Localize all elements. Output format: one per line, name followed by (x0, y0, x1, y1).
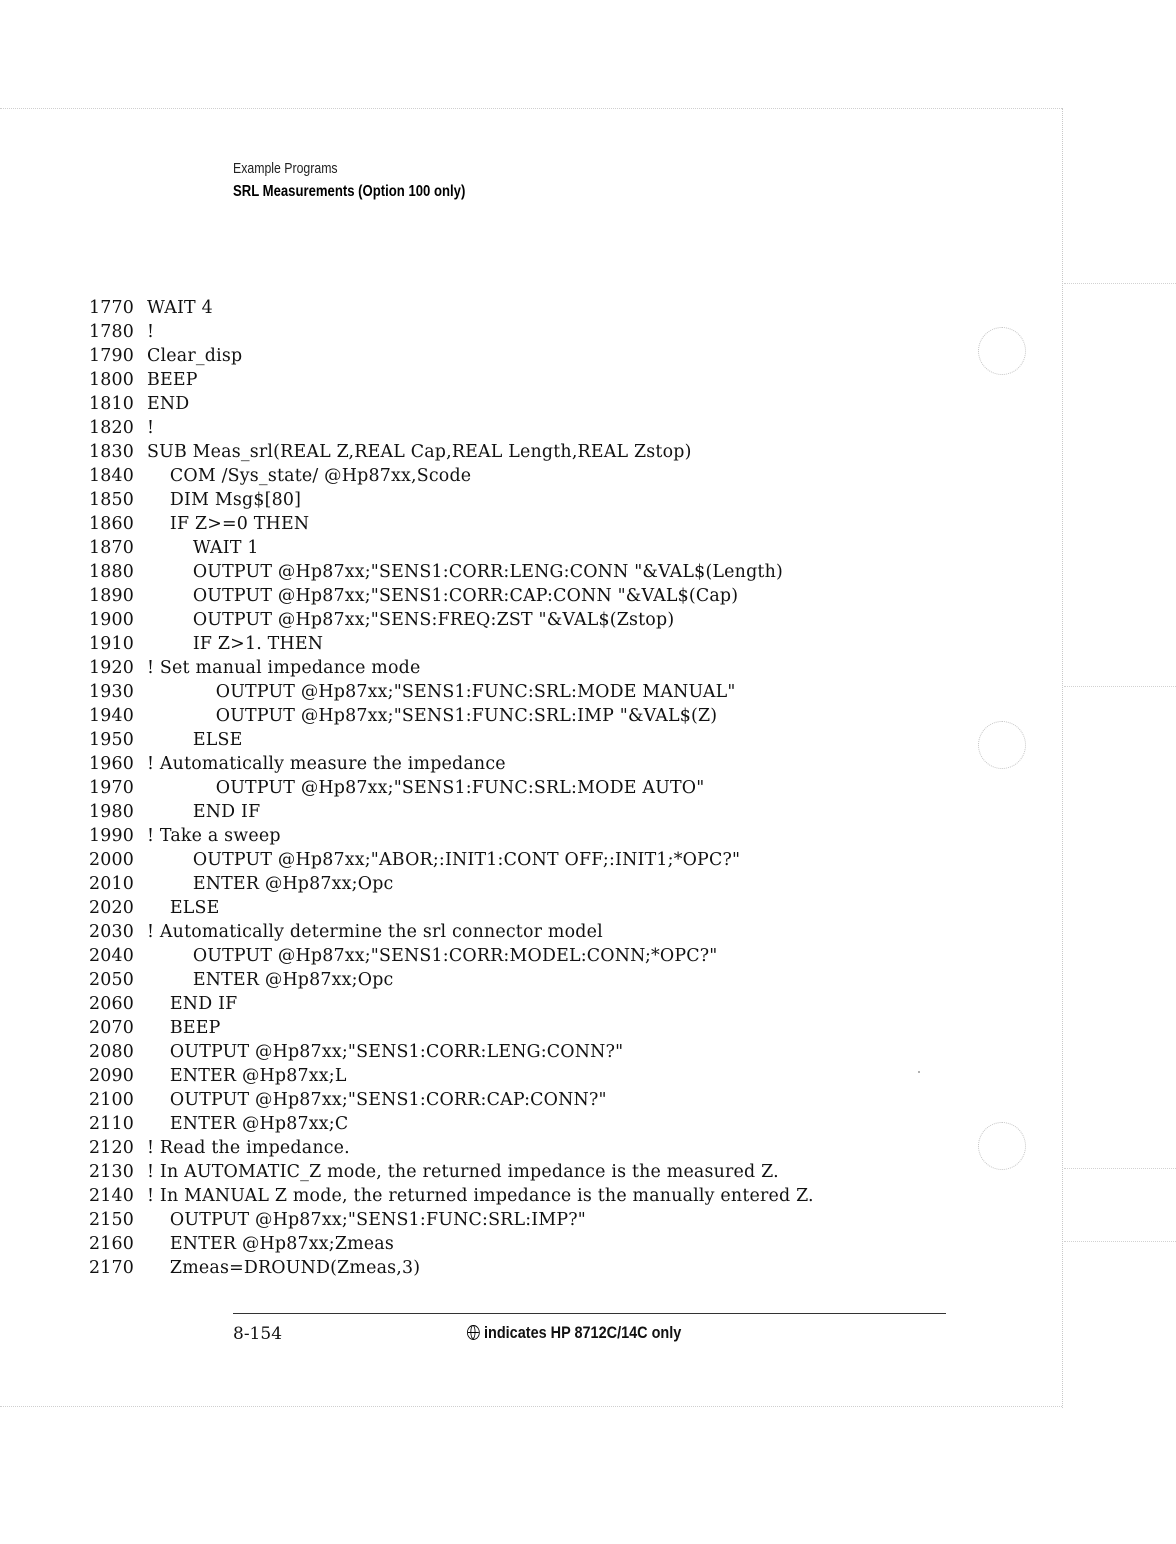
footer-note (467, 1323, 681, 1343)
line-number: 1890 (89, 586, 135, 606)
code-line (89, 872, 814, 896)
line-text: COM /Sys_state/ @Hp87xx,Scode (147, 466, 472, 486)
line-number: 1970 (89, 778, 135, 798)
line-number: 1910 (89, 634, 135, 654)
line-number: 1940 (89, 706, 135, 726)
code-line (89, 296, 814, 320)
code-line (89, 1016, 814, 1040)
line-number: 1790 (89, 346, 135, 366)
code-line (89, 1232, 814, 1256)
line-number: 2150 (89, 1210, 135, 1230)
code-line (89, 1040, 814, 1064)
line-text: Clear_disp (147, 346, 243, 366)
line-number: 1820 (89, 418, 135, 438)
section-title: Example Programs (233, 160, 338, 177)
line-text: OUTPUT @Hp87xx;"SENS:FREQ:ZST "&VAL$(Zstop) (147, 610, 675, 630)
code-line (89, 1064, 814, 1088)
page-tab-mark (1064, 1241, 1176, 1242)
line-text: ! (147, 418, 155, 438)
code-line (89, 440, 814, 464)
line-text: Zmeas=DROUND(Zmeas,3) (147, 1258, 421, 1278)
line-text: OUTPUT @Hp87xx;"SENS1:CORR:CAP:CONN "&VAL$(Cap) (147, 586, 739, 606)
line-text: BEEP (147, 370, 198, 390)
page-number: 8-154 (233, 1324, 283, 1344)
line-number: 2140 (89, 1186, 135, 1206)
code-line (89, 656, 814, 680)
code-line (89, 704, 814, 728)
line-text: END IF (147, 802, 261, 822)
line-number: 2120 (89, 1138, 135, 1158)
code-line (89, 536, 814, 560)
code-line (89, 1160, 814, 1184)
line-number: 1780 (89, 322, 135, 342)
line-text: SUB Meas_srl(REAL Z,REAL Cap,REAL Length,REAL Zstop) (147, 442, 692, 462)
code-line (89, 896, 814, 920)
code-line (89, 1184, 814, 1208)
punch-hole (978, 327, 1026, 375)
code-line (89, 1208, 814, 1232)
footer-rule (233, 1313, 946, 1314)
code-line (89, 680, 814, 704)
line-number: 2060 (89, 994, 135, 1014)
code-line (89, 584, 814, 608)
page-edge-top (0, 108, 1062, 109)
line-text: ENTER @Hp87xx;L (147, 1066, 347, 1086)
line-text: ! Automatically determine the srl connector model (147, 922, 603, 942)
line-number: 2020 (89, 898, 135, 918)
line-text: BEEP (147, 1018, 221, 1038)
code-line (89, 1136, 814, 1160)
line-number: 2040 (89, 946, 135, 966)
code-line (89, 992, 814, 1016)
subsection-title: SRL Measurements (Option 100 only) (233, 183, 466, 200)
code-line (89, 392, 814, 416)
line-number: 1850 (89, 490, 135, 510)
line-number: 1880 (89, 562, 135, 582)
line-text: OUTPUT @Hp87xx;"SENS1:CORR:CAP:CONN?" (147, 1090, 607, 1110)
line-number: 2010 (89, 874, 135, 894)
code-line (89, 920, 814, 944)
line-text: IF Z>1. THEN (147, 634, 324, 654)
line-text: ELSE (147, 730, 243, 750)
line-text: OUTPUT @Hp87xx;"SENS1:CORR:LENG:CONN?" (147, 1042, 624, 1062)
line-number: 1870 (89, 538, 135, 558)
code-line (89, 1088, 814, 1112)
code-line (89, 632, 814, 656)
code-line (89, 512, 814, 536)
line-number: 2130 (89, 1162, 135, 1182)
line-text: OUTPUT @Hp87xx;"SENS1:FUNC:SRL:IMP "&VAL$(Z) (147, 706, 718, 726)
line-text: OUTPUT @Hp87xx;"SENS1:FUNC:SRL:MODE MANUAL" (147, 682, 736, 702)
line-text: IF Z>=0 THEN (147, 514, 310, 534)
running-header (233, 160, 516, 201)
line-text: OUTPUT @Hp87xx;"ABOR;:INIT1:CONT OFF;:INIT1;*OPC?" (147, 850, 741, 870)
code-line (89, 1112, 814, 1136)
line-number: 1770 (89, 298, 135, 318)
line-number: 1960 (89, 754, 135, 774)
line-text: ! In AUTOMATIC_Z mode, the returned impedance is the measured Z. (147, 1162, 779, 1182)
line-number: 2030 (89, 922, 135, 942)
line-number: 2160 (89, 1234, 135, 1254)
code-line (89, 560, 814, 584)
code-line (89, 968, 814, 992)
code-line (89, 488, 814, 512)
line-number: 2080 (89, 1042, 135, 1062)
line-text: ENTER @Hp87xx;Zmeas (147, 1234, 394, 1254)
line-number: 2170 (89, 1258, 135, 1278)
globe-icon (467, 1325, 480, 1340)
page-tab-mark (1064, 686, 1176, 687)
code-listing (89, 296, 814, 1280)
page-tab-mark (1064, 283, 1176, 284)
line-number: 2070 (89, 1018, 135, 1038)
line-text: END (147, 394, 190, 414)
line-text: DIM Msg$[80] (147, 490, 302, 510)
line-text: ENTER @Hp87xx;C (147, 1114, 349, 1134)
punch-hole (978, 721, 1026, 769)
code-line (89, 728, 814, 752)
code-line (89, 608, 814, 632)
code-line (89, 416, 814, 440)
line-text: ! (147, 322, 155, 342)
code-line (89, 944, 814, 968)
page-edge-right (1062, 108, 1063, 1408)
code-line (89, 1256, 814, 1280)
line-number: 1990 (89, 826, 135, 846)
line-text: ! In MANUAL Z mode, the returned impedance is the manually entered Z. (147, 1186, 814, 1206)
line-text: ENTER @Hp87xx;Opc (147, 970, 394, 990)
line-number: 1860 (89, 514, 135, 534)
line-text: ELSE (147, 898, 220, 918)
line-number: 2110 (89, 1114, 135, 1134)
line-text: ! Automatically measure the impedance (147, 754, 506, 774)
code-line (89, 464, 814, 488)
page-tab-mark (1064, 1168, 1176, 1169)
line-number: 1980 (89, 802, 135, 822)
line-number: 2050 (89, 970, 135, 990)
code-line (89, 344, 814, 368)
line-number: 1920 (89, 658, 135, 678)
line-number: 1930 (89, 682, 135, 702)
line-text: WAIT 4 (147, 298, 213, 318)
line-number: 1800 (89, 370, 135, 390)
line-text: ENTER @Hp87xx;Opc (147, 874, 394, 894)
line-number: 1950 (89, 730, 135, 750)
line-text: ! Read the impedance. (147, 1138, 350, 1158)
line-number: 2100 (89, 1090, 135, 1110)
line-text: ! Take a sweep (147, 826, 281, 846)
line-number: 1900 (89, 610, 135, 630)
line-number: 1840 (89, 466, 135, 486)
footer-note-text: indicates HP 8712C/14C only (484, 1323, 682, 1342)
line-text: OUTPUT @Hp87xx;"SENS1:CORR:MODEL:CONN;*OPC?" (147, 946, 718, 966)
code-line (89, 752, 814, 776)
scan-speck (918, 1071, 920, 1073)
line-number: 1810 (89, 394, 135, 414)
punch-hole (978, 1122, 1026, 1170)
code-line (89, 800, 814, 824)
code-line (89, 320, 814, 344)
line-text: WAIT 1 (147, 538, 259, 558)
code-line (89, 776, 814, 800)
line-number: 2090 (89, 1066, 135, 1086)
page-edge-bottom (0, 1406, 1062, 1407)
line-text: ! Set manual impedance mode (147, 658, 421, 678)
line-number: 1830 (89, 442, 135, 462)
line-text: OUTPUT @Hp87xx;"SENS1:FUNC:SRL:IMP?" (147, 1210, 586, 1230)
line-text: END IF (147, 994, 238, 1014)
line-text: OUTPUT @Hp87xx;"SENS1:FUNC:SRL:MODE AUTO" (147, 778, 705, 798)
line-number: 2000 (89, 850, 135, 870)
code-line (89, 848, 814, 872)
code-line (89, 368, 814, 392)
code-line (89, 824, 814, 848)
line-text: OUTPUT @Hp87xx;"SENS1:CORR:LENG:CONN "&VAL$(Length) (147, 562, 783, 582)
